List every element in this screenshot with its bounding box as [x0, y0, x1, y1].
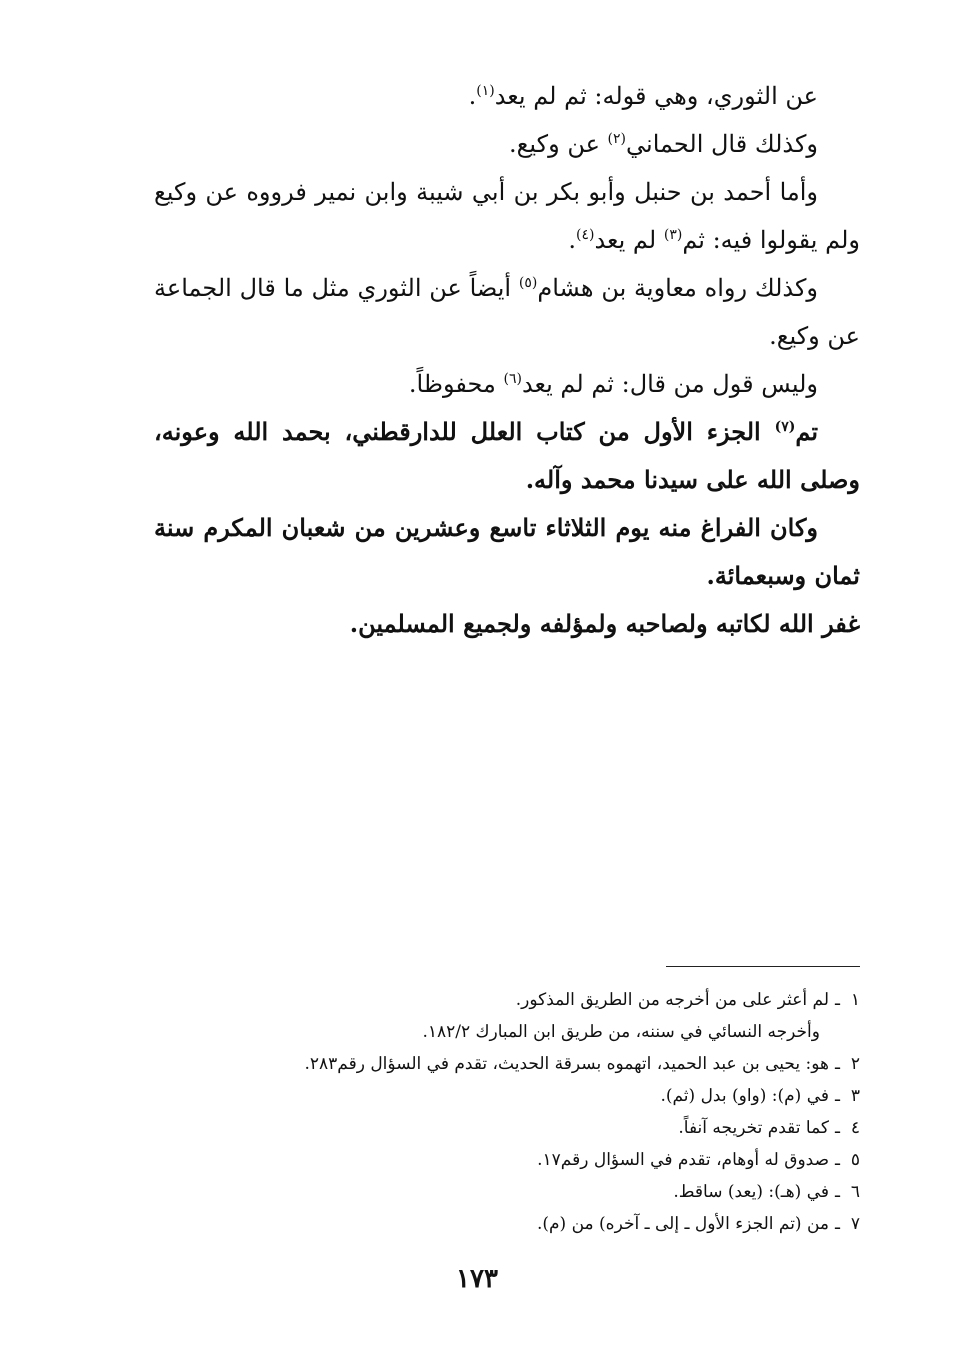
footnote-ref-5: (٥) [518, 275, 538, 291]
footnote-text: من (تم الجزء الأول ـ إلى ـ آخره) من (م). [537, 1214, 830, 1234]
footnote-7 [154, 1208, 860, 1240]
footnote-1-continuation [154, 1016, 860, 1048]
footnote-text: لم أعثر على من أخرجه من الطريق المذكور. [515, 990, 830, 1010]
text-run: وكذلك قال الحماني [626, 130, 818, 158]
footnote-ref-1: (١) [476, 83, 495, 99]
footnote-number: ٥ [850, 1150, 860, 1170]
text-run: . [568, 226, 576, 254]
footnote-text: وأخرجه النسائي في سننه، من طريق ابن المبارك ١٨٢/٢. [422, 1022, 820, 1042]
footnote-number: ٣ [850, 1086, 860, 1106]
paragraph-2 [154, 120, 860, 168]
footnote-number: ٦ [850, 1182, 860, 1202]
text-run: الجزء الأول من كتاب العلل للدارقطني، بحمد الله وعونه، وصلى الله على سيدنا محمد وآله. [154, 417, 860, 494]
text-run: أيضاً عن الثوري مثل ما قال الجماعة عن وكيع. [154, 274, 860, 350]
footnote-number: ٢ [850, 1054, 860, 1074]
colophon-paragraph [154, 408, 860, 504]
text-run: عن الثوري، وهي قوله: ثم لم يعد [494, 82, 818, 110]
page-number: ١٧٣ [456, 1264, 498, 1294]
footnote-dash: ـ [835, 1182, 840, 1202]
footnote-dash: ـ [835, 1214, 840, 1234]
footnote-number: ٤ [850, 1118, 860, 1138]
footnote-text: في (م): (واو) بدل (ثم). [660, 1086, 830, 1106]
paragraph-3 [154, 168, 860, 264]
paragraph-1 [154, 72, 860, 120]
prayer-paragraph [154, 600, 860, 648]
footnotes [154, 984, 860, 1240]
main-text [154, 72, 860, 648]
footnote-4 [154, 1112, 860, 1144]
footnote-dash: ـ [835, 1118, 840, 1138]
footnote-dash: ـ [835, 1150, 840, 1170]
completion-date-paragraph [154, 504, 860, 600]
footnote-6 [154, 1176, 860, 1208]
footnote-dash: ـ [835, 1086, 840, 1106]
paragraph-5 [154, 360, 860, 408]
footnote-text: كما تقدم تخريجه آنفاً. [678, 1118, 830, 1138]
footnote-number: ١ [850, 990, 860, 1010]
footnote-ref-3: (٣) [663, 227, 683, 243]
footnote-5 [154, 1144, 860, 1176]
text-run: تم [795, 417, 818, 446]
text-run: وكان الفراغ منه يوم الثلاثاء تاسع وعشرين من شعبان المكرم سنة ثمان وسبعمائة. [154, 513, 860, 590]
text-run: محفوظاً. [408, 370, 504, 398]
footnote-text: في (هـ): (يعد) ساقط. [673, 1182, 830, 1202]
text-run: وأما أحمد بن حنبل وأبو بكر بن أبي شيبة وابن نمير فرووه عن وكيع ولم يقولوا فيه: ثم [154, 178, 860, 254]
footnote-ref-4: (٤) [575, 227, 595, 243]
text-run: . [468, 82, 477, 110]
footnote-ref-6: (٦) [503, 371, 522, 387]
footnote-separator [666, 966, 860, 967]
text-run: لم يعد [594, 226, 664, 254]
footnote-number: ٧ [850, 1214, 860, 1234]
text-run: وكذلك رواه معاوية بن هشام [537, 274, 818, 302]
footnote-text: هو: يحيى بن عبد الحميد، اتهموه بسرقة الحديث، تقدم في السؤال رقم٢٨٣. [304, 1054, 830, 1074]
footnote-ref-7: (٧) [774, 419, 796, 435]
text-run: عن وكيع. [509, 130, 608, 158]
footnote-1 [154, 984, 860, 1016]
footnote-3 [154, 1080, 860, 1112]
footnote-dash: ـ [835, 990, 840, 1010]
footnote-text: صدوق له أوهام، تقدم في السؤال رقم١٧. [537, 1150, 830, 1170]
text-run: غفر الله لكاتبه ولصاحبه ولمؤلفه ولجميع المسلمين. [349, 609, 860, 638]
footnote-2 [154, 1048, 860, 1080]
footnote-dash: ـ [835, 1054, 840, 1074]
paragraph-4 [154, 264, 860, 360]
footnote-ref-2: (٢) [607, 131, 627, 147]
text-run: وليس قول من قال: ثم لم يعد [521, 370, 818, 398]
